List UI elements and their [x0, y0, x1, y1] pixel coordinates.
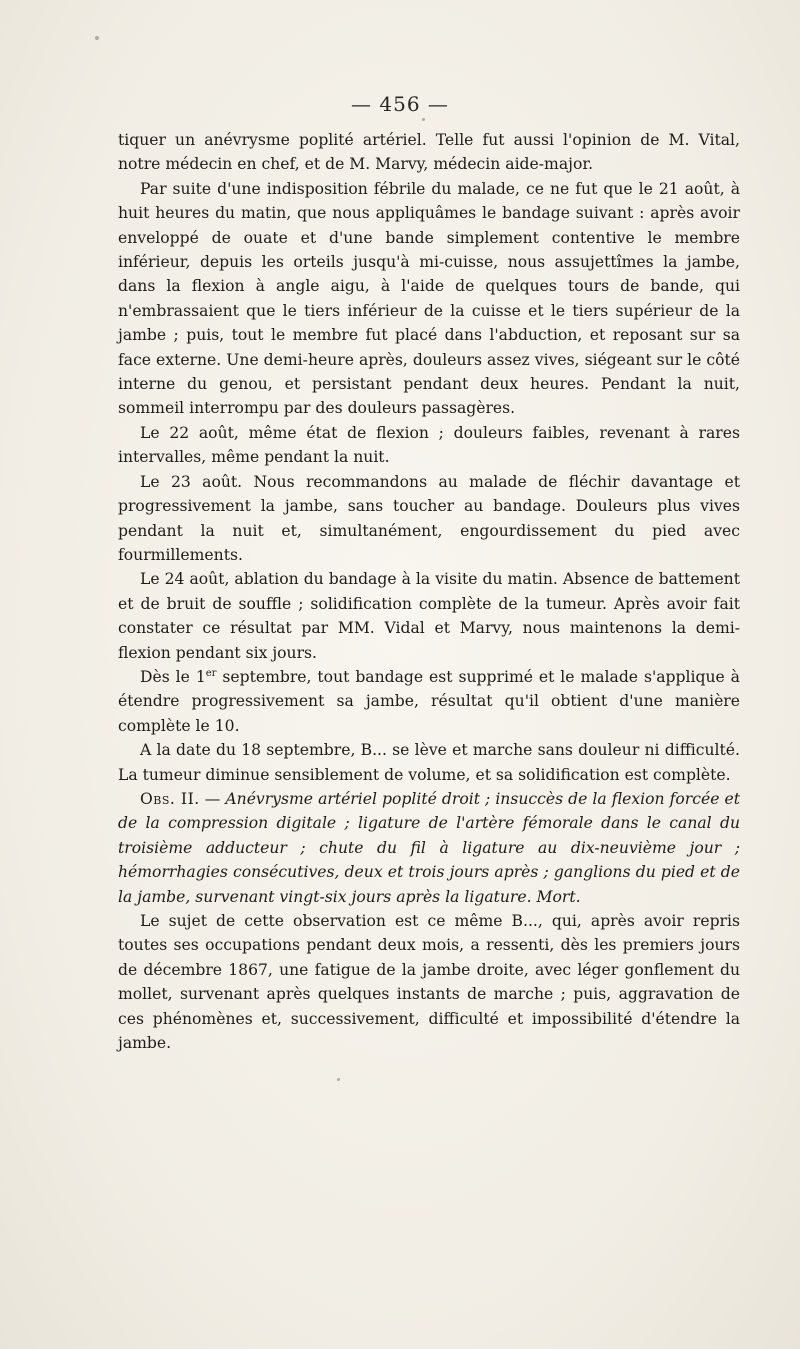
paragraph-aug-22: Le 22 août, même état de flexion ; douleurs faibles, revenant à rares intervalles, même pendant la nuit. [118, 423, 740, 467]
paragraph-continuation: tiquer un anévrysme poplité artériel. Telle fut aussi l'opinion de M. Vital, notre médecin en chef, et de M. Marvy, médecin aide-major. [118, 131, 740, 174]
paper-speck [422, 118, 425, 121]
observation-label: Obs. II. [140, 789, 200, 808]
paper-speck [337, 1078, 340, 1081]
body-text [118, 128, 740, 1055]
paper-speck [95, 36, 99, 40]
sept-1-lead: Dès le 1 [140, 667, 206, 686]
paragraph-aug-24: Le 24 août, ablation du bandage à la visite du matin. Absence de battement et de bruit de souffle ; solidification complète de la tumeur. Après avoir fait constater ce résultat par MM. Vidal et Marvy, nous maintenons la demi-flexion pendant six jours. [118, 570, 740, 662]
observation-dash: — [199, 789, 226, 808]
observation-title: Anévrysme artériel poplité droit ; insuccès de la flexion forcée et de la compression digitale ; ligature de l'artère fémorale dans le canal du troisième adducteur ; chute du fil à ligature au dix-neuvième jour ; hémorrhagies consécutives, deux et trois jours après ; ganglions du pied et de la jambe, survenant vingt-six jours après la ligature. Mort. [118, 789, 740, 906]
page-number: — 456 — [351, 92, 449, 116]
paragraph-sept-1 [118, 665, 740, 738]
paragraph-aug-23: Le 23 août. Nous recommandons au malade de fléchir davantage et progressivement la jambe, sans toucher au bandage. Douleurs plus vives pendant la nuit et, simultanément, engourdissement du pied avec fourmillements. [118, 472, 740, 564]
paragraph-subject: Le sujet de cette observation est ce même B..., qui, après avoir repris toutes ses occupations pendant deux mois, a ressenti, dès les premiers jours de décembre 1867, une fatigue de la jambe droite, avec léger gonflement du mollet, survenant après quelques instants de marche ; puis, aggravation de ces phénomènes et, successivement, difficulté et impossibilité d'étendre la jambe. [118, 912, 740, 1053]
observation-heading [118, 787, 740, 909]
paragraph-bandage: Par suite d'une indisposition fébrile du malade, ce ne fut que le 21 août, à huit heures du matin, que nous appliquâmes le bandage suivant : après avoir enveloppé de ouate et d'une bande simplement contentive le membre inférieur, depuis les orteils jusqu'à mi-cuisse, nous assujettîmes la jambe, dans la flexion à angle aigu, à l'aide de quelques tours de bande, qui n'embrassaient que le tiers inférieur de la cuisse et le tiers supérieur de la jambe ; puis, tout le membre fut placé dans l'abduction, et reposant sur sa face externe. Une demi-heure après, douleurs assez vives, siégeant sur le côté interne du genou, et persistant pendant deux heures. Pendant la nuit, sommeil interrompu par des douleurs passagères. [118, 179, 740, 418]
sept-1-rest: septembre, tout bandage est supprimé et le malade s'applique à étendre progressivement sa jambe, résultat qu'il obtient d'une manière complète le 10. [118, 667, 740, 735]
ordinal-superscript: er [205, 667, 217, 679]
paragraph-sept-18: A la date du 18 septembre, B... se lève et marche sans douleur ni difficulté. La tumeur diminue sensiblement de volume, et sa solidification est complète. [118, 741, 740, 784]
